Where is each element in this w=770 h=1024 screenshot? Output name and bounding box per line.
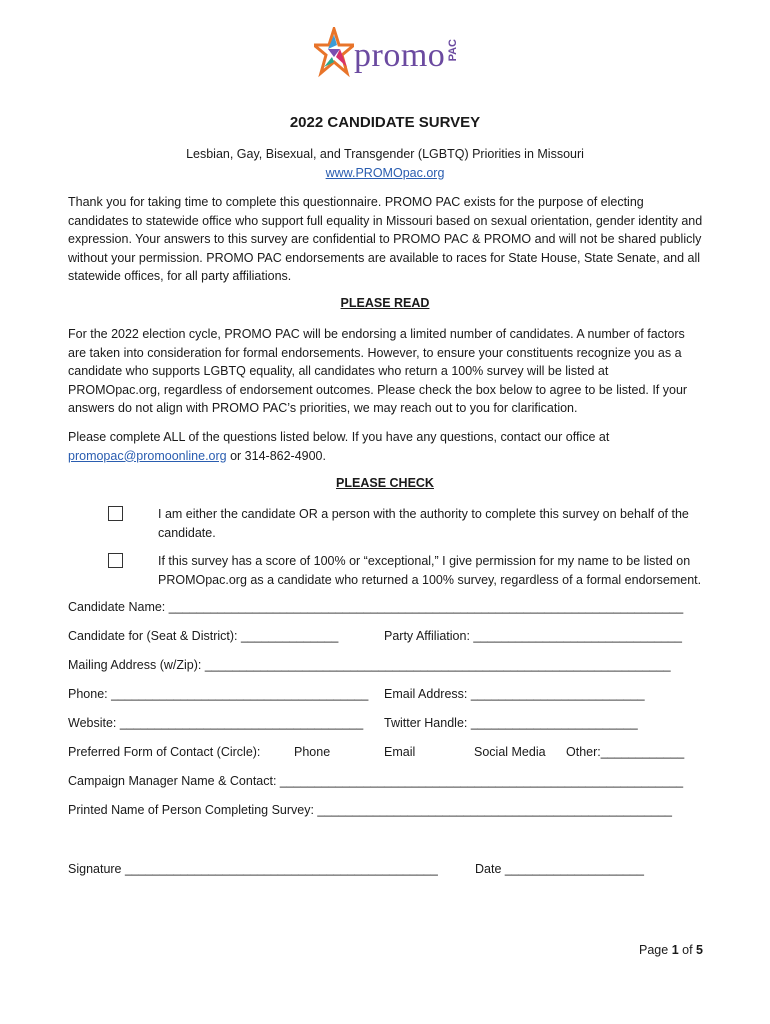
date-field[interactable]: Date ____________________ [475,862,644,876]
contact-prefix: Please complete ALL of the questions listed below. If you have any questions, contact our office at [68,430,610,444]
page-of: of [682,943,693,957]
phone-field[interactable]: Phone: _____________________________________ [68,687,369,701]
logo-wordmark: promo [354,37,446,74]
authority-checkbox-label: I am either the candidate OR a person with the authority to complete this survey on behalf of the candidate. [158,507,689,540]
website-link[interactable]: www.PROMOpac.org [325,166,445,180]
contact-email-link[interactable]: promopac@promoonline.org [68,448,227,463]
page-word: Page [639,943,669,957]
authority-checkbox[interactable] [108,506,123,521]
please-read-heading: PLEASE READ [340,296,430,310]
contact-option-social-media[interactable]: Social Media [474,745,546,759]
candidate-name-field[interactable]: Candidate Name: __________________________________________________________________________ [68,600,684,614]
permission-checkbox-label: If this survey has a score of 100% or “exceptional,” I give permission for my name to be listed on PROMOpac.org as a candidate who returned a 100% survey, regardless of a formal endorsement. [158,554,702,587]
website-field[interactable]: Website: ___________________________________ [68,716,364,730]
intro-paragraph: Thank you for taking time to complete this questionnaire. PROMO PAC exists for the purpose of electing candidates to statewide office who support full equality in Missouri based on sexual orientation, gender identity and expression. Your answers to this survey are confidential to PROMO PAC & PROMO and will not be shared publicly without your permission. PROMO PAC endorsements are available to races for State House, State Senate, and all statewide offices, for all party affiliations. [68,195,703,284]
printed-name-field[interactable]: Printed Name of Person Completing Survey: ___________________________________________________ [68,803,672,817]
candidate-for-field[interactable]: Candidate for (Seat & District): ______________ [68,629,339,643]
please-check-heading: PLEASE CHECK [336,476,434,490]
read-paragraph: For the 2022 election cycle, PROMO PAC will be endorsing a limited number of candidates. A number of factors are taken into consideration for formal endorsements. However, to ensure your constituents recognize you as a candidate who supports LGBTQ equality, all candidates who return a 100% survey will be listed at PROMOpac.org, regardless of endorsement outcomes. Please check the box below to agree to be listed. If your answers do not align with PROMO PAC’s priorities, we may reach out to you for clarification. [68,327,688,416]
email-field[interactable]: Email Address: _________________________ [384,687,645,701]
contact-paragraph [68,428,704,465]
star-icon [314,27,354,79]
page-title: 2022 CANDIDATE SURVEY [289,114,481,131]
contact-option-phone[interactable]: Phone [294,745,331,759]
contact-suffix: or 314-862-4900. [226,448,326,463]
contact-option-email[interactable]: Email [384,745,416,759]
contact-option-other[interactable]: Other:____________ [566,745,685,759]
preferred-contact-label: Preferred Form of Contact (Circle): [68,745,261,759]
page-total: 5 [696,943,703,957]
page-current: 1 [671,943,679,957]
twitter-handle-field[interactable]: Twitter Handle: ________________________ [384,716,638,730]
permission-checkbox[interactable] [108,553,123,568]
promo-pac-logo [314,27,464,85]
campaign-manager-field[interactable]: Campaign Manager Name & Contact: __________________________________________________________ [68,774,684,788]
party-affiliation-field[interactable]: Party Affiliation: ______________________________ [384,629,682,643]
website-line [0,166,770,180]
logo-pac-label: PAC [447,39,459,62]
mailing-address-field[interactable]: Mailing Address (w/Zip): ___________________________________________________________________ [68,658,671,672]
page-subtitle: Lesbian, Gay, Bisexual, and Transgender (LGBTQ) Priorities in Missouri [186,147,584,161]
signature-field[interactable]: Signature _____________________________________________ [68,862,438,876]
page-number [639,943,703,957]
